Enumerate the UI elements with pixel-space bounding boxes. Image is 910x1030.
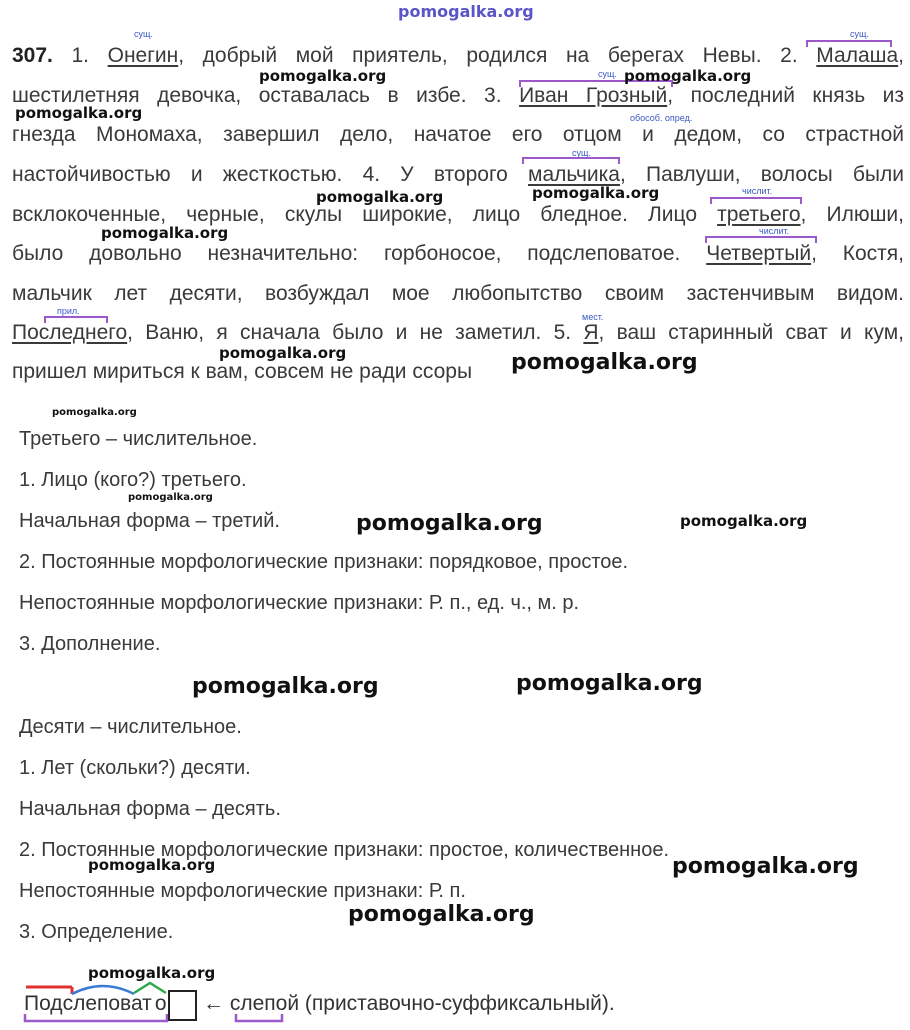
analysis-line: Начальная форма – третий. <box>19 510 280 532</box>
watermark-top: pomogalka.org <box>398 2 534 21</box>
bracket-tretego <box>710 197 802 204</box>
watermark: pomogalka.org <box>259 67 387 85</box>
watermark: pomogalka.org <box>192 674 379 699</box>
exercise-line-4: настойчивостью и жесткостью. 4. У второго мальчика, Павлуши, волосы были <box>12 163 904 186</box>
analysis-line: Десяти – числительное. <box>19 716 242 738</box>
label-chislit-chetvertyi: числит. <box>759 226 790 236</box>
label-sush-ivan: сущ. <box>598 69 617 79</box>
analysis-line: 1. Лет (скольки?) десяти. <box>19 757 251 779</box>
analysis-line: 2. Постоянные морфологические признаки: простое, количественное. <box>19 839 670 861</box>
bracket-malasha <box>806 40 892 47</box>
watermark: pomogalka.org <box>316 188 444 206</box>
watermark: pomogalka.org <box>101 224 229 242</box>
watermark: pomogalka.org <box>680 512 808 530</box>
label-sush-malchika: сущ. <box>572 148 591 158</box>
subject-onegin: Онегин <box>107 44 179 67</box>
analysis-line: 1. Лицо (кого?) третьего. <box>19 469 247 491</box>
watermark: pomogalka.org <box>672 854 859 879</box>
bracket-chetvertyi <box>705 236 817 243</box>
exercise-line-2: шестилетняя девочка, оставалась в избе. 3. Иван Грозный, последний князь из <box>12 84 905 107</box>
analysis-line: 2. Постоянные морфологические признаки: порядковое, простое. <box>19 551 629 573</box>
analysis-line: Непостоянные морфологические признаки: Р. п., ед. ч., м. р. <box>19 592 580 614</box>
exercise-line-5: всклокоченные, черные, скулы широкие, лицо бледное. Лицо третьего, Илюши, <box>12 203 904 226</box>
analysis-line: Третьего – числительное. <box>19 428 258 450</box>
analysis-line: Непостоянные морфологические признаки: Р. п. <box>19 880 466 902</box>
watermark: pomogalka.org <box>356 511 543 536</box>
analysis-line: 3. Определение. <box>19 921 174 943</box>
subject-chetvertyi: Четвертый <box>706 242 812 265</box>
label-sush-malasha: сущ. <box>850 29 869 39</box>
subject-poslednego: Последнего <box>12 321 128 344</box>
morpheme-word <box>24 990 170 1018</box>
exercise-line-1: 307. 1. Онегин, добрый мой приятель, родился на берегах Невы. 2. Малаша, <box>12 44 905 67</box>
watermark: pomogalka.org <box>88 964 216 982</box>
watermark: pomogalka.org <box>128 492 213 503</box>
exercise-line-7: мальчик лет десяти, возбуждал мое любопытство своим застенчивым видом. <box>12 282 904 305</box>
label-obosob: обособ. опред. <box>630 113 693 123</box>
exercise-line-8: Последнего, Ваню, я сначала было и не заметил. 5. Я, ваш старинный сват и кум, <box>12 321 904 344</box>
watermark: pomogalka.org <box>516 671 703 696</box>
bracket-malchika <box>522 157 620 164</box>
watermark: pomogalka.org <box>15 104 143 122</box>
analysis-line: 3. Дополнение. <box>19 633 161 655</box>
label-pril: прил. <box>57 306 80 316</box>
subject-tretego: третьего <box>717 203 801 226</box>
morphemic-parse <box>0 980 910 1030</box>
subject-ivan: Иван Грозный <box>519 84 668 107</box>
label-chislit-tretego: числит. <box>742 186 773 196</box>
watermark: pomogalka.org <box>511 350 698 375</box>
label-sush-onegin: сущ. <box>134 29 153 39</box>
word-ending: о <box>154 992 167 1015</box>
word-stem: Подслеповат <box>24 992 152 1015</box>
ending-box <box>169 991 196 1020</box>
exercise-line-3: гнезда Мономаха, завершил дело, начатое его отцом и дедом, со страстной <box>12 123 904 146</box>
watermark: pomogalka.org <box>624 67 752 85</box>
watermark: pomogalka.org <box>88 856 216 874</box>
source-word: слепой <box>229 992 300 1015</box>
exercise-number: 307. <box>12 44 53 67</box>
analysis-line: Начальная форма – десять. <box>19 798 281 820</box>
exercise-line-6: было довольно незначительно: горбоносое, подслеповатое. Четвертый, Костя, <box>12 242 904 265</box>
subject-ya: Я <box>583 321 599 344</box>
watermark: pomogalka.org <box>219 344 347 362</box>
label-mest: мест. <box>582 312 604 322</box>
derivation-arrow: ← <box>203 992 224 1015</box>
derivation <box>203 990 615 1018</box>
derivation-note: (приставочно-суффиксальный). <box>304 992 615 1015</box>
exercise-line-9: пришел мириться к вам, совсем не ради ссоры <box>12 360 473 383</box>
subject-malasha: Малаша <box>816 44 899 67</box>
watermark: pomogalka.org <box>52 407 137 418</box>
subject-malchika: мальчика <box>528 163 620 186</box>
bracket-poslednego <box>44 316 108 323</box>
watermark: pomogalka.org <box>348 902 535 927</box>
watermark: pomogalka.org <box>532 184 660 202</box>
